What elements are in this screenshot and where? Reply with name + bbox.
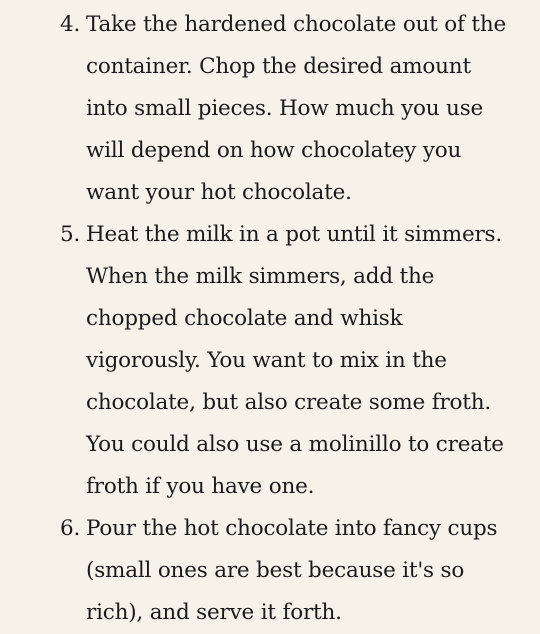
step-number: 6. — [60, 516, 81, 541]
step-text: Heat the milk in a pot until it simmers. When the milk simmers, add the chopped chocolate and whisk vigorously. You want to mix in the chocolate, but also create some froth. You could also use a molinillo to create froth if you have one. — [86, 222, 504, 499]
step-item-4 — [0, 4, 540, 214]
step-item-5 — [0, 214, 540, 508]
step-number: 4. — [60, 12, 81, 37]
step-text: Take the hardened chocolate out of the container. Chop the desired amount into small pieces. How much you use will depend on how chocolatey you want your hot chocolate. — [86, 12, 507, 205]
step-item-6 — [0, 508, 540, 634]
step-text: Pour the hot chocolate into fancy cups (small ones are best because it's so rich), and serve it forth. — [86, 516, 498, 625]
step-number: 5. — [60, 222, 81, 247]
